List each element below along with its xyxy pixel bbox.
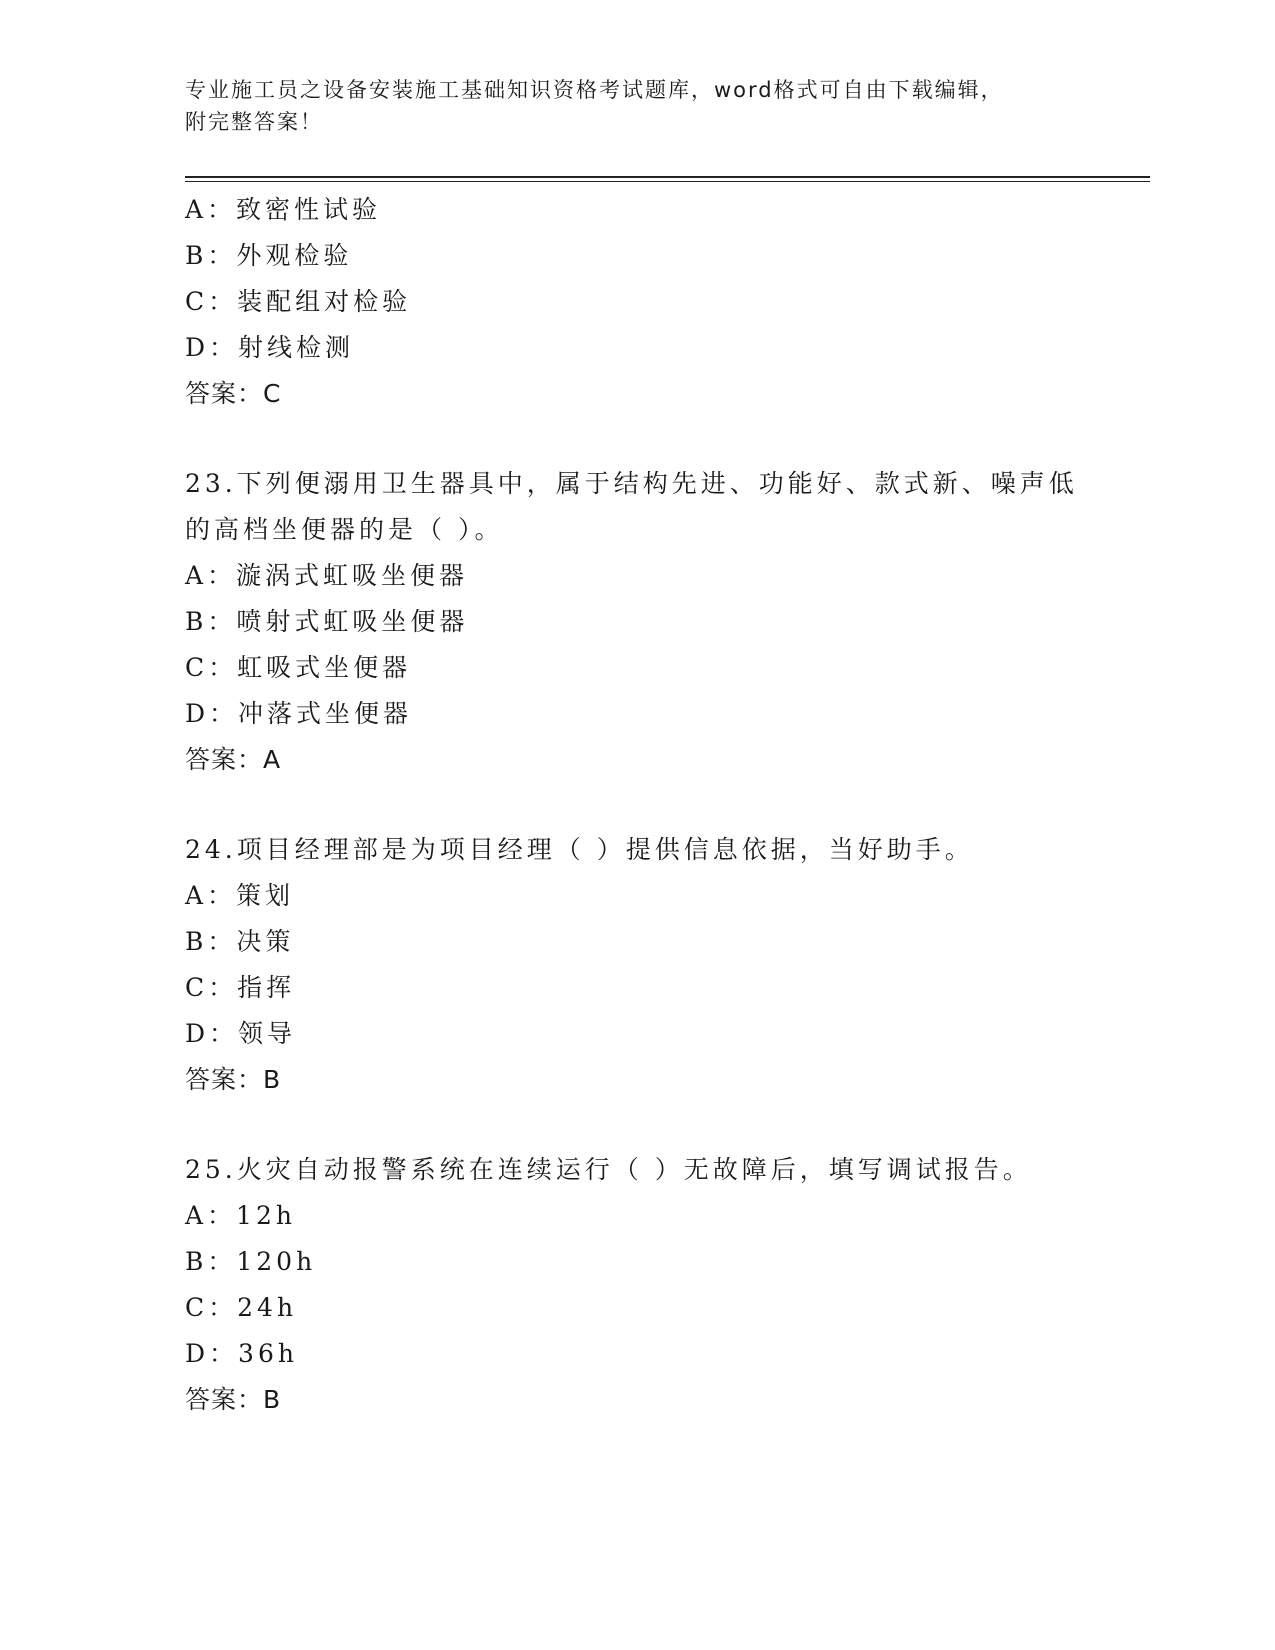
header-line-1: 专业施工员之设备安装施工基础知识资格考试题库，word格式可自由下载编辑， (185, 78, 1004, 102)
option-a: A：漩涡式虹吸坐便器 (185, 561, 469, 590)
option-b: B：决策 (185, 927, 295, 956)
spacer (185, 1103, 1085, 1147)
option-d: D：领导 (185, 1019, 297, 1048)
option-c: C：指挥 (185, 973, 296, 1002)
question-23 (185, 461, 1085, 783)
option-d: D：射线检测 (185, 333, 355, 362)
spacer (185, 417, 1085, 461)
option-b: B：外观检验 (185, 241, 353, 270)
question-list (185, 187, 1085, 1423)
option-a: A：12h (185, 1201, 296, 1230)
option-b: B：喷射式虹吸坐便器 (185, 607, 469, 636)
answer: 答案：B (185, 1065, 282, 1094)
question-text-line-1: 23.下列便溺用卫生器具中，属于结构先进、功能好、款式新、噪声低 (185, 469, 1078, 498)
header-divider-thick (185, 176, 1150, 178)
question-text-line-1: 25.火灾自动报警系统在连续运行（ ）无故障后，填写调试报告。 (185, 1155, 1032, 1184)
document-page (185, 0, 1155, 1650)
spacer (185, 783, 1085, 827)
option-a: A：致密性试验 (185, 195, 382, 224)
option-d: D：36h (185, 1339, 298, 1368)
option-b: B：120h (185, 1247, 317, 1276)
question-22 (185, 187, 1085, 417)
document-header (185, 74, 1045, 138)
question-24 (185, 827, 1085, 1103)
answer: 答案：B (185, 1385, 282, 1414)
option-c: C：装配组对检验 (185, 287, 412, 316)
answer: 答案：A (185, 745, 282, 774)
option-c: C：虹吸式坐便器 (185, 653, 412, 682)
answer: 答案：C (185, 379, 282, 408)
header-divider-thin (185, 181, 1150, 182)
question-text-line-2: 的高档坐便器的是（ ）。 (185, 515, 504, 544)
header-line-2: 附完整答案！ (185, 110, 323, 134)
option-c: C：24h (185, 1293, 298, 1322)
option-a: A：策划 (185, 881, 295, 910)
question-text-line-1: 24.项目经理部是为项目经理（ ）提供信息依据，当好助手。 (185, 835, 974, 864)
option-d: D：冲落式坐便器 (185, 699, 413, 728)
question-25 (185, 1147, 1085, 1423)
